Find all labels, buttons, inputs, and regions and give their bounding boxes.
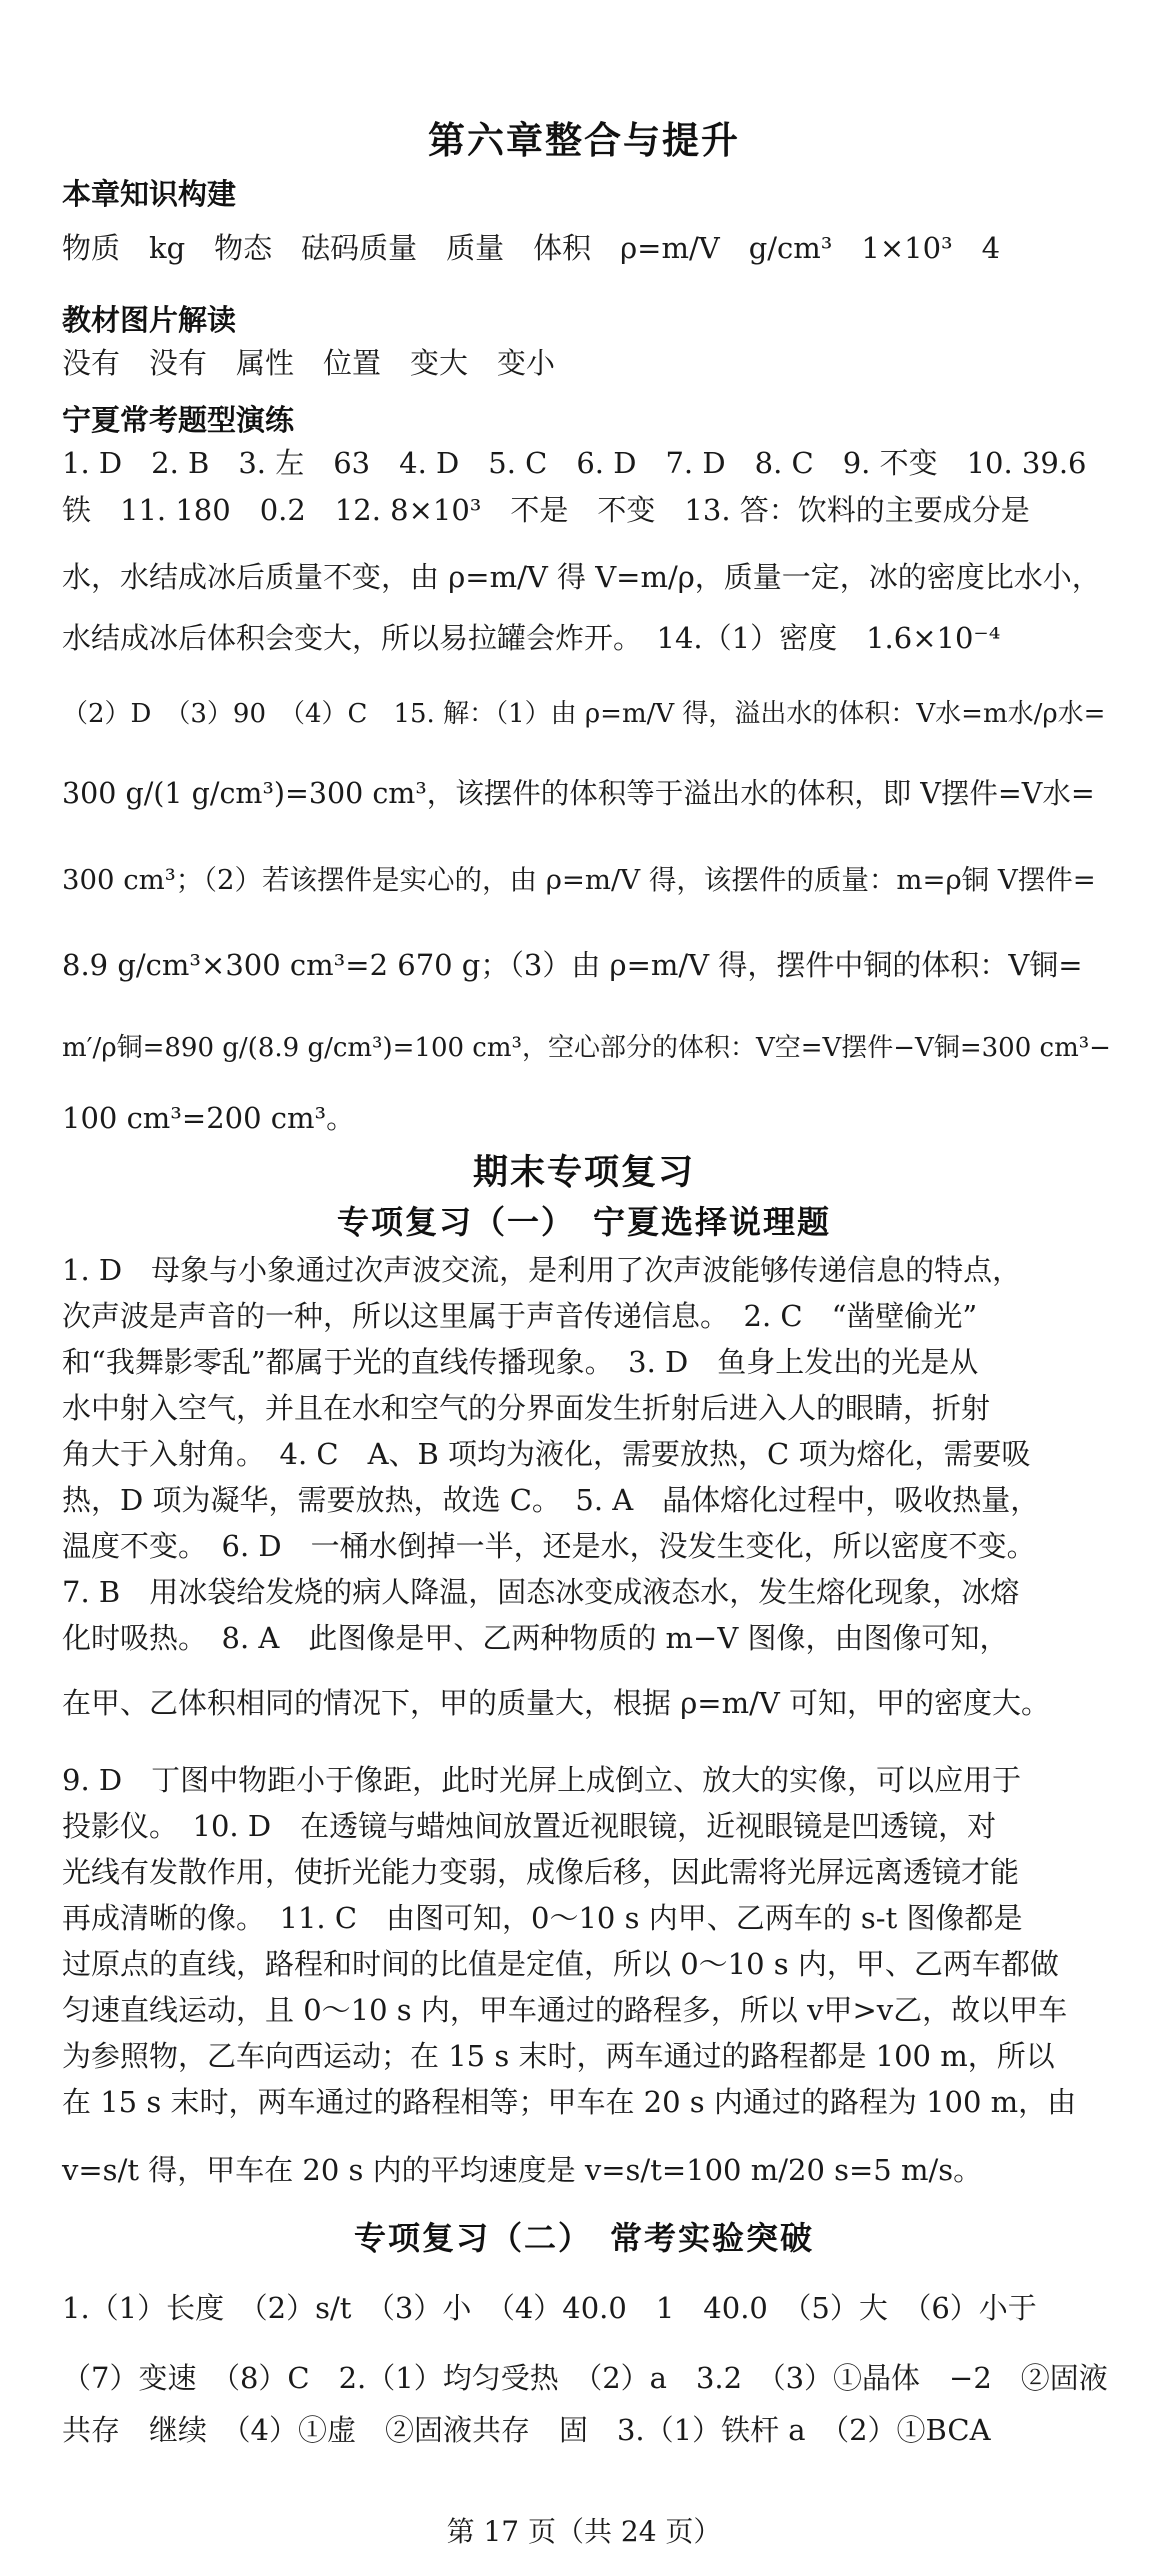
review-line: 次声波是声音的一种，所以这里属于声音传递信息。 2. C “凿壁偷光” — [62, 1299, 978, 1333]
review-line: 投影仪。 10. D 在透镜与蜡烛间放置近视眼镜，近视眼镜是凹透镜，对 — [62, 1809, 997, 1843]
review-part-title: 专项复习（二） 常考实验突破 — [353, 2219, 814, 2257]
review-line: （7）变速 （8）C 2.（1）均匀受热 （2）a 3.2 （3）①晶体 −2 ②固液 — [62, 2361, 1108, 2395]
review-line: 为参照物，乙车向西运动；在 15 s 末时，两车通过的路程都是 100 m，所以 — [62, 2039, 1055, 2073]
section-heading-practice: 宁夏常考题型演练 — [62, 403, 295, 437]
review-line: 1.（1）长度 （2）s/t （3）小 （4）40.0 1 40.0 （5）大 （6）小于 — [62, 2291, 1037, 2325]
review-line: 热，D 项为凝华，需要放热，故选 C。 5. A 晶体熔化过程中，吸收热量， — [62, 1483, 1040, 1517]
section-heading-knowledge: 本章知识构建 — [62, 177, 237, 211]
practice-line: 100 cm³=200 cm³。 — [62, 1101, 356, 1135]
review-line: 温度不变。 6. D 一桶水倒掉一半，还是水，没发生变化，所以密度不变。 — [62, 1529, 1036, 1563]
practice-line: m′/ρ铜=890 g/(8.9 g/cm³)=100 cm³，空心部分的体积：V空=V摆件−V铜=300 cm³− — [62, 1033, 1111, 1063]
review-line: 1. D 母象与小象通过次声波交流，是利用了次声波能够传递信息的特点， — [62, 1253, 1022, 1287]
review-line: 9. D 丁图中物距小于像距，此时光屏上成倒立、放大的实像，可以应用于 — [62, 1763, 1022, 1797]
review-title: 期末专项复习 — [472, 1153, 695, 1193]
review-line: 过原点的直线，路程和时间的比值是定值，所以 0～10 s 内，甲、乙两车都做 — [62, 1947, 1059, 1981]
practice-line: 300 cm³；（2）若该摆件是实心的，由 ρ=m/V 得，该摆件的质量：m=ρ铜 V摆件= — [62, 864, 1096, 896]
review-line: 角大于入射角。 4. C A、B 项均为液化，需要放热，C 项为熔化，需要吸 — [62, 1437, 1031, 1471]
review-line: 和“我舞影零乱”都属于光的直线传播现象。 3. D 鱼身上发出的光是从 — [62, 1345, 979, 1379]
page-number: 第 17 页（共 24 页） — [446, 2515, 722, 2548]
review-line: 在 15 s 末时，两车通过的路程相等；甲车在 20 s 内通过的路程为 100 m，由 — [62, 2085, 1077, 2119]
practice-line: 300 g/(1 g/cm³)=300 cm³，该摆件的体积等于溢出水的体积，即 V摆件=V水= — [62, 777, 1095, 810]
review-line: 水中射入空气，并且在水和空气的分界面发生折射后进入人的眼睛，折射 — [62, 1391, 991, 1425]
practice-line: （2）D （3）90 （4）C 15. 解：（1）由 ρ=m/V 得，溢出水的体积：V水=m水/ρ水= — [62, 699, 1106, 729]
practice-line: 水结成冰后体积会变大，所以易拉罐会炸开。 14.（1）密度 1.6×10⁻⁴ — [62, 621, 1001, 655]
chapter-title: 第六章整合与提升 — [428, 119, 740, 162]
practice-line: 8.9 g/cm³×300 cm³=2 670 g；（3）由 ρ=m/V 得，摆件中铜的体积：V铜= — [62, 948, 1083, 982]
review-line: 在甲、乙体积相同的情况下，甲的质量大，根据 ρ=m/V 可知，甲的密度大。 — [62, 1686, 1050, 1720]
review-part-title: 专项复习（一） 宁夏选择说理题 — [336, 1203, 831, 1241]
knowledge-line: 物质 kg 物态 砝码质量 质量 体积 ρ=m/V g/cm³ 1×10³ 4 — [62, 231, 1001, 265]
review-line: 共存 继续 （4）①虚 ②固液共存 固 3.（1）铁杆 a （2）①BCA — [62, 2413, 991, 2447]
review-line: 化时吸热。 8. A 此图像是甲、乙两种物质的 m−V 图像，由图像可知， — [62, 1621, 1009, 1655]
practice-line: 1. D 2. B 3. 左 63 4. D 5. C 6. D 7. D 8. C 9. 不变 10. 39.6 — [62, 446, 1087, 480]
practice-line: 水，水结成冰后质量不变，由 ρ=m/V 得 V=m/ρ，质量一定，冰的密度比水小， — [62, 560, 1101, 594]
review-line: v=s/t 得，甲车在 20 s 内的平均速度是 v=s/t=100 m/20 s=5 m/s。 — [62, 2153, 983, 2187]
review-line: 7. B 用冰袋给发烧的病人降温，固态冰变成液态水，发生熔化现象，冰熔 — [62, 1575, 1020, 1609]
review-line: 光线有发散作用，使折光能力变弱，成像后移，因此需将光屏远离透镜才能 — [62, 1855, 1020, 1889]
review-line: 再成清晰的像。 11. C 由图可知，0～10 s 内甲、乙两车的 s-t 图像都是 — [62, 1901, 1023, 1935]
figures-line: 没有 没有 属性 位置 变大 变小 — [62, 346, 556, 380]
section-heading-figures: 教材图片解读 — [62, 303, 237, 337]
review-line: 匀速直线运动，且 0～10 s 内，甲车通过的路程多，所以 v甲>v乙，故以甲车 — [62, 1993, 1068, 2027]
practice-line: 铁 11. 180 0.2 12. 8×10³ 不是 不变 13. 答：饮料的主要成分是 — [62, 493, 1030, 527]
